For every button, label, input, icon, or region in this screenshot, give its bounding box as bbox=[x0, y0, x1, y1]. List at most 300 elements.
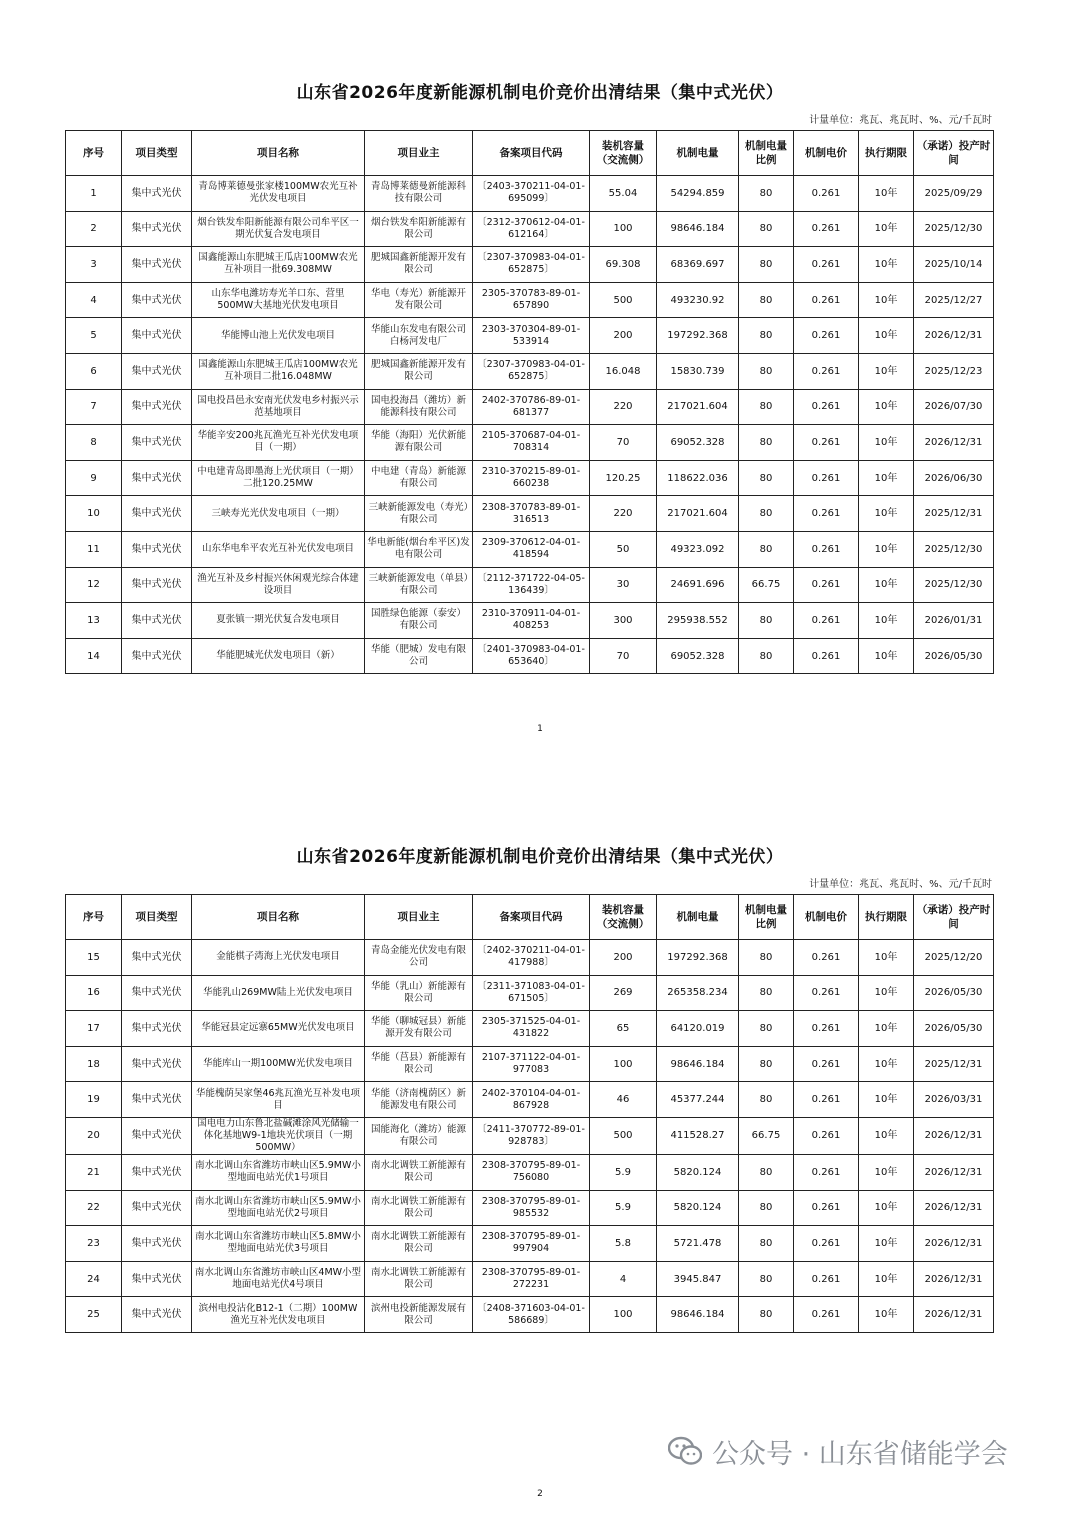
filing-code-cell: 2305-371525-04-01-431822 bbox=[473, 1011, 590, 1047]
filing-code-cell: 〔2307-370983-04-01-652875〕 bbox=[473, 353, 590, 389]
filing-code-cell: 2402-370104-04-01-867928 bbox=[473, 1082, 590, 1118]
project-type-cell: 集中式光伏 bbox=[122, 247, 192, 283]
mechanism-energy-cell: 5820.124 bbox=[657, 1190, 739, 1226]
filing-code-cell: 2308-370795-89-01-985532 bbox=[473, 1190, 590, 1226]
table-row bbox=[66, 1261, 994, 1297]
capacity-cell: 500 bbox=[590, 1117, 657, 1154]
energy-ratio-cell: 80 bbox=[739, 176, 794, 212]
watermark bbox=[668, 1431, 1008, 1471]
term-cell: 10年 bbox=[859, 425, 914, 461]
project-type-cell: 集中式光伏 bbox=[122, 318, 192, 354]
row-number-cell: 22 bbox=[66, 1190, 122, 1226]
project-name-cell: 南水北调山东省潍坊市峡山区5.8MW小型地面电站光伏3号项目 bbox=[192, 1226, 365, 1262]
term-cell: 10年 bbox=[859, 389, 914, 425]
mechanism-energy-cell: 217021.604 bbox=[657, 389, 739, 425]
capacity-cell: 50 bbox=[590, 531, 657, 567]
energy-ratio-cell: 80 bbox=[739, 247, 794, 283]
row-number-cell: 9 bbox=[66, 460, 122, 496]
term-cell: 10年 bbox=[859, 531, 914, 567]
filing-code-cell: 〔2307-370983-04-01-652875〕 bbox=[473, 247, 590, 283]
capacity-cell: 5.8 bbox=[590, 1226, 657, 1262]
mechanism-energy-cell: 493230.92 bbox=[657, 282, 739, 318]
mechanism-energy-cell: 5820.124 bbox=[657, 1154, 739, 1190]
term-cell: 10年 bbox=[859, 1011, 914, 1047]
energy-ratio-cell: 80 bbox=[739, 425, 794, 461]
page-number: 2 bbox=[537, 1489, 543, 1499]
mechanism-price-cell: 0.261 bbox=[794, 975, 859, 1011]
project-owner-cell: 华能（海阳）光伏新能源有限公司 bbox=[365, 425, 473, 461]
capacity-cell: 69.308 bbox=[590, 247, 657, 283]
mechanism-energy-cell: 98646.184 bbox=[657, 1297, 739, 1333]
column-header: 执行期限 bbox=[859, 131, 914, 176]
table-row bbox=[66, 1117, 994, 1154]
mechanism-price-cell: 0.261 bbox=[794, 353, 859, 389]
mechanism-price-cell: 0.261 bbox=[794, 460, 859, 496]
energy-ratio-cell: 80 bbox=[739, 1297, 794, 1333]
project-name-cell: 华能槐荫吴家堡46兆瓦渔光互补发电项目 bbox=[192, 1082, 365, 1118]
row-number-cell: 16 bbox=[66, 975, 122, 1011]
term-cell: 10年 bbox=[859, 211, 914, 247]
project-owner-cell: 滨州电投新能源发展有限公司 bbox=[365, 1297, 473, 1333]
mechanism-price-cell: 0.261 bbox=[794, 211, 859, 247]
mechanism-energy-cell: 98646.184 bbox=[657, 1046, 739, 1082]
page-title: 山东省2026年度新能源机制电价竞价出清结果（集中式光伏） bbox=[296, 83, 784, 103]
column-header: 项目类型 bbox=[122, 131, 192, 176]
mechanism-energy-cell: 5721.478 bbox=[657, 1226, 739, 1262]
row-number-cell: 25 bbox=[66, 1297, 122, 1333]
term-cell: 10年 bbox=[859, 940, 914, 976]
project-type-cell: 集中式光伏 bbox=[122, 1297, 192, 1333]
filing-code-cell: 2105-370687-04-01-708314 bbox=[473, 425, 590, 461]
table-row bbox=[66, 975, 994, 1011]
mechanism-energy-cell: 15830.739 bbox=[657, 353, 739, 389]
filing-code-cell: 2309-370612-04-01-418594 bbox=[473, 531, 590, 567]
mechanism-energy-cell: 68369.697 bbox=[657, 247, 739, 283]
mechanism-energy-cell: 98646.184 bbox=[657, 211, 739, 247]
commission-date-cell: 2025/12/23 bbox=[914, 353, 994, 389]
row-number-cell: 12 bbox=[66, 567, 122, 603]
table-row bbox=[66, 282, 994, 318]
capacity-cell: 70 bbox=[590, 638, 657, 674]
capacity-cell: 220 bbox=[590, 496, 657, 532]
project-owner-cell: 南水北调铁工新能源有限公司 bbox=[365, 1190, 473, 1226]
mechanism-energy-cell: 54294.859 bbox=[657, 176, 739, 212]
project-owner-cell: 中电建（青岛）新能源有限公司 bbox=[365, 460, 473, 496]
energy-ratio-cell: 80 bbox=[739, 389, 794, 425]
commission-date-cell: 2026/05/30 bbox=[914, 1011, 994, 1047]
commission-date-cell: 2026/12/31 bbox=[914, 318, 994, 354]
project-name-cell: 渔光互补及乡村振兴休闲观光综合体建设项目 bbox=[192, 567, 365, 603]
column-header: 机制电量 bbox=[657, 131, 739, 176]
project-type-cell: 集中式光伏 bbox=[122, 460, 192, 496]
project-name-cell: 中电建青岛即墨海上光伏项目（一期）二批120.25MW bbox=[192, 460, 365, 496]
mechanism-energy-cell: 24691.696 bbox=[657, 567, 739, 603]
table-row bbox=[66, 1046, 994, 1082]
column-header: 机制电量比例 bbox=[739, 895, 794, 940]
capacity-cell: 200 bbox=[590, 318, 657, 354]
energy-ratio-cell: 80 bbox=[739, 353, 794, 389]
column-header: 装机容量（交流侧） bbox=[590, 895, 657, 940]
capacity-cell: 5.9 bbox=[590, 1190, 657, 1226]
project-owner-cell: 青岛博莱德曼新能源科技有限公司 bbox=[365, 176, 473, 212]
mechanism-price-cell: 0.261 bbox=[794, 496, 859, 532]
row-number-cell: 14 bbox=[66, 638, 122, 674]
results-table-2 bbox=[65, 894, 994, 1333]
mechanism-price-cell: 0.261 bbox=[794, 1261, 859, 1297]
term-cell: 10年 bbox=[859, 1261, 914, 1297]
capacity-cell: 70 bbox=[590, 425, 657, 461]
mechanism-price-cell: 0.261 bbox=[794, 1011, 859, 1047]
mechanism-price-cell: 0.261 bbox=[794, 247, 859, 283]
watermark-text: 公众号 · 山东省储能学会 bbox=[712, 1438, 1008, 1470]
energy-ratio-cell: 66.75 bbox=[739, 1117, 794, 1154]
project-name-cell: 华能肥城光伏发电项目（新） bbox=[192, 638, 365, 674]
mechanism-price-cell: 0.261 bbox=[794, 531, 859, 567]
column-header: 备案项目代码 bbox=[473, 895, 590, 940]
mechanism-energy-cell: 69052.328 bbox=[657, 425, 739, 461]
commission-date-cell: 2026/07/30 bbox=[914, 389, 994, 425]
project-type-cell: 集中式光伏 bbox=[122, 531, 192, 567]
mechanism-energy-cell: 49323.092 bbox=[657, 531, 739, 567]
row-number-cell: 18 bbox=[66, 1046, 122, 1082]
term-cell: 10年 bbox=[859, 1082, 914, 1118]
project-type-cell: 集中式光伏 bbox=[122, 282, 192, 318]
project-name-cell: 华能库山一期100MW光伏发电项目 bbox=[192, 1046, 365, 1082]
project-type-cell: 集中式光伏 bbox=[122, 1117, 192, 1154]
project-name-cell: 华能冠县定远寨65MW光伏发电项目 bbox=[192, 1011, 365, 1047]
row-number-cell: 19 bbox=[66, 1082, 122, 1118]
project-owner-cell: 华能（肥城）发电有限公司 bbox=[365, 638, 473, 674]
energy-ratio-cell: 80 bbox=[739, 1046, 794, 1082]
term-cell: 10年 bbox=[859, 318, 914, 354]
commission-date-cell: 2025/09/29 bbox=[914, 176, 994, 212]
table-row bbox=[66, 496, 994, 532]
term-cell: 10年 bbox=[859, 1154, 914, 1190]
filing-code-cell: 2308-370795-89-01-272231 bbox=[473, 1261, 590, 1297]
project-type-cell: 集中式光伏 bbox=[122, 1190, 192, 1226]
capacity-cell: 220 bbox=[590, 389, 657, 425]
table-header-row bbox=[66, 131, 994, 176]
table-body-1 bbox=[66, 176, 994, 674]
filing-code-cell: 〔2112-371722-04-05-136439〕 bbox=[473, 567, 590, 603]
mechanism-price-cell: 0.261 bbox=[794, 1154, 859, 1190]
capacity-cell: 100 bbox=[590, 211, 657, 247]
project-owner-cell: 三峡新能源发电（单县）有限公司 bbox=[365, 567, 473, 603]
table-header-row bbox=[66, 895, 994, 940]
table-row bbox=[66, 1082, 994, 1118]
page-1 bbox=[0, 0, 1080, 763]
project-type-cell: 集中式光伏 bbox=[122, 603, 192, 639]
column-header: 执行期限 bbox=[859, 895, 914, 940]
term-cell: 10年 bbox=[859, 247, 914, 283]
mechanism-energy-cell: 217021.604 bbox=[657, 496, 739, 532]
project-owner-cell: 华能（聊城冠县）新能源开发有限公司 bbox=[365, 1011, 473, 1047]
filing-code-cell: 〔2402-370211-04-01-417988〕 bbox=[473, 940, 590, 976]
table-row bbox=[66, 1226, 994, 1262]
term-cell: 10年 bbox=[859, 1190, 914, 1226]
project-owner-cell: 华电（寿光）新能源开发有限公司 bbox=[365, 282, 473, 318]
column-header: 项目业主 bbox=[365, 895, 473, 940]
energy-ratio-cell: 80 bbox=[739, 318, 794, 354]
filing-code-cell: 〔2411-370772-89-01-928783〕 bbox=[473, 1117, 590, 1154]
project-owner-cell: 三峡新能源发电（寿光）有限公司 bbox=[365, 496, 473, 532]
table-row bbox=[66, 940, 994, 976]
capacity-cell: 4 bbox=[590, 1261, 657, 1297]
filing-code-cell: 〔2312-370612-04-01-612164〕 bbox=[473, 211, 590, 247]
column-header: （承诺）投产时间 bbox=[914, 895, 994, 940]
term-cell: 10年 bbox=[859, 1226, 914, 1262]
capacity-cell: 65 bbox=[590, 1011, 657, 1047]
energy-ratio-cell: 66.75 bbox=[739, 567, 794, 603]
term-cell: 10年 bbox=[859, 460, 914, 496]
commission-date-cell: 2025/12/30 bbox=[914, 211, 994, 247]
filing-code-cell: 2310-370911-04-01-408253 bbox=[473, 603, 590, 639]
row-number-cell: 24 bbox=[66, 1261, 122, 1297]
table-row bbox=[66, 531, 994, 567]
energy-ratio-cell: 80 bbox=[739, 282, 794, 318]
table-row bbox=[66, 1011, 994, 1047]
project-type-cell: 集中式光伏 bbox=[122, 425, 192, 461]
project-owner-cell: 肥城国鑫新能源开发有限公司 bbox=[365, 247, 473, 283]
row-number-cell: 11 bbox=[66, 531, 122, 567]
project-owner-cell: 华能（莒县）新能源有限公司 bbox=[365, 1046, 473, 1082]
table-row bbox=[66, 603, 994, 639]
table-row bbox=[66, 318, 994, 354]
mechanism-price-cell: 0.261 bbox=[794, 1082, 859, 1118]
term-cell: 10年 bbox=[859, 282, 914, 318]
capacity-cell: 5.9 bbox=[590, 1154, 657, 1190]
commission-date-cell: 2026/12/31 bbox=[914, 1261, 994, 1297]
project-owner-cell: 国能海化（潍坊）能源有限公司 bbox=[365, 1117, 473, 1154]
project-type-cell: 集中式光伏 bbox=[122, 940, 192, 976]
column-header: 项目名称 bbox=[192, 131, 365, 176]
energy-ratio-cell: 80 bbox=[739, 496, 794, 532]
project-name-cell: 华能辛安200兆瓦渔光互补光伏发电项目（一期） bbox=[192, 425, 365, 461]
mechanism-price-cell: 0.261 bbox=[794, 1226, 859, 1262]
row-number-cell: 13 bbox=[66, 603, 122, 639]
column-header: 项目业主 bbox=[365, 131, 473, 176]
energy-ratio-cell: 80 bbox=[739, 638, 794, 674]
table-row bbox=[66, 1154, 994, 1190]
column-header: 序号 bbox=[66, 131, 122, 176]
project-name-cell: 山东华电潍坊寿光羊口东、营里500MW大基地光伏发电项目 bbox=[192, 282, 365, 318]
capacity-cell: 120.25 bbox=[590, 460, 657, 496]
mechanism-price-cell: 0.261 bbox=[794, 638, 859, 674]
project-owner-cell: 南水北调铁工新能源有限公司 bbox=[365, 1226, 473, 1262]
capacity-cell: 46 bbox=[590, 1082, 657, 1118]
project-owner-cell: 华能山东发电有限公司白杨河发电厂 bbox=[365, 318, 473, 354]
mechanism-energy-cell: 265358.234 bbox=[657, 975, 739, 1011]
energy-ratio-cell: 80 bbox=[739, 1261, 794, 1297]
energy-ratio-cell: 80 bbox=[739, 1226, 794, 1262]
capacity-cell: 100 bbox=[590, 1046, 657, 1082]
term-cell: 10年 bbox=[859, 1046, 914, 1082]
table-row bbox=[66, 389, 994, 425]
commission-date-cell: 2025/12/31 bbox=[914, 1046, 994, 1082]
project-owner-cell: 华能（济南槐荫区）新能源发电有限公司 bbox=[365, 1082, 473, 1118]
table-row bbox=[66, 211, 994, 247]
project-name-cell: 滨州电投沾化B12-1（二期）100MW渔光互补光伏发电项目 bbox=[192, 1297, 365, 1333]
project-type-cell: 集中式光伏 bbox=[122, 176, 192, 212]
commission-date-cell: 2025/12/30 bbox=[914, 531, 994, 567]
term-cell: 10年 bbox=[859, 176, 914, 212]
row-number-cell: 7 bbox=[66, 389, 122, 425]
project-type-cell: 集中式光伏 bbox=[122, 1082, 192, 1118]
project-owner-cell: 南水北调铁工新能源有限公司 bbox=[365, 1261, 473, 1297]
mechanism-energy-cell: 45377.244 bbox=[657, 1082, 739, 1118]
filing-code-cell: 〔2401-370983-04-01-653640〕 bbox=[473, 638, 590, 674]
table-body-2 bbox=[66, 940, 994, 1333]
project-name-cell: 三峡寿光光伏发电项目（一期） bbox=[192, 496, 365, 532]
term-cell: 10年 bbox=[859, 975, 914, 1011]
term-cell: 10年 bbox=[859, 496, 914, 532]
term-cell: 10年 bbox=[859, 353, 914, 389]
table-row bbox=[66, 247, 994, 283]
term-cell: 10年 bbox=[859, 638, 914, 674]
project-owner-cell: 青岛金能光伏发电有限公司 bbox=[365, 940, 473, 976]
table-row bbox=[66, 176, 994, 212]
unit-note: 计量单位：兆瓦、兆瓦时、%、元/千瓦时 bbox=[809, 115, 992, 126]
row-number-cell: 1 bbox=[66, 176, 122, 212]
term-cell: 10年 bbox=[859, 1297, 914, 1333]
project-type-cell: 集中式光伏 bbox=[122, 211, 192, 247]
row-number-cell: 4 bbox=[66, 282, 122, 318]
mechanism-energy-cell: 3945.847 bbox=[657, 1261, 739, 1297]
column-header: 机制电价 bbox=[794, 895, 859, 940]
term-cell: 10年 bbox=[859, 1117, 914, 1154]
commission-date-cell: 2026/12/31 bbox=[914, 1154, 994, 1190]
project-name-cell: 华能博山池上光伏发电项目 bbox=[192, 318, 365, 354]
project-name-cell: 青岛博莱德曼张家楼100MW农光互补光伏发电项目 bbox=[192, 176, 365, 212]
mechanism-price-cell: 0.261 bbox=[794, 176, 859, 212]
capacity-cell: 100 bbox=[590, 1297, 657, 1333]
mechanism-energy-cell: 64120.019 bbox=[657, 1011, 739, 1047]
project-name-cell: 南水北调山东省潍坊市峡山区4MW小型地面电站光伏4号项目 bbox=[192, 1261, 365, 1297]
project-name-cell: 山东华电牟平农光互补光伏发电项目 bbox=[192, 531, 365, 567]
energy-ratio-cell: 80 bbox=[739, 1190, 794, 1226]
project-type-cell: 集中式光伏 bbox=[122, 353, 192, 389]
filing-code-cell: 2303-370304-89-01-533914 bbox=[473, 318, 590, 354]
column-header: 序号 bbox=[66, 895, 122, 940]
column-header: 装机容量（交流侧） bbox=[590, 131, 657, 176]
energy-ratio-cell: 80 bbox=[739, 1154, 794, 1190]
energy-ratio-cell: 80 bbox=[739, 940, 794, 976]
filing-code-cell: 2402-370786-89-01-681377 bbox=[473, 389, 590, 425]
project-type-cell: 集中式光伏 bbox=[122, 975, 192, 1011]
column-header: 机制电价 bbox=[794, 131, 859, 176]
capacity-cell: 16.048 bbox=[590, 353, 657, 389]
mechanism-energy-cell: 69052.328 bbox=[657, 638, 739, 674]
table-row bbox=[66, 638, 994, 674]
commission-date-cell: 2026/03/31 bbox=[914, 1082, 994, 1118]
commission-date-cell: 2026/06/30 bbox=[914, 460, 994, 496]
project-name-cell: 南水北调山东省潍坊市峡山区5.9MW小型地面电站光伏2号项目 bbox=[192, 1190, 365, 1226]
filing-code-cell: 2308-370783-89-01-316513 bbox=[473, 496, 590, 532]
project-name-cell: 国电投昌邑永安南光伏发电乡村振兴示范基地项目 bbox=[192, 389, 365, 425]
commission-date-cell: 2026/12/31 bbox=[914, 1297, 994, 1333]
row-number-cell: 5 bbox=[66, 318, 122, 354]
capacity-cell: 269 bbox=[590, 975, 657, 1011]
column-header: 项目类型 bbox=[122, 895, 192, 940]
capacity-cell: 500 bbox=[590, 282, 657, 318]
project-type-cell: 集中式光伏 bbox=[122, 1154, 192, 1190]
row-number-cell: 21 bbox=[66, 1154, 122, 1190]
mechanism-price-cell: 0.261 bbox=[794, 603, 859, 639]
filing-code-cell: 2308-370795-89-01-997904 bbox=[473, 1226, 590, 1262]
project-type-cell: 集中式光伏 bbox=[122, 567, 192, 603]
mechanism-price-cell: 0.261 bbox=[794, 318, 859, 354]
column-header: （承诺）投产时间 bbox=[914, 131, 994, 176]
column-header: 机制电量比例 bbox=[739, 131, 794, 176]
mechanism-price-cell: 0.261 bbox=[794, 1190, 859, 1226]
capacity-cell: 200 bbox=[590, 940, 657, 976]
column-header: 备案项目代码 bbox=[473, 131, 590, 176]
project-name-cell: 南水北调山东省潍坊市峡山区5.9MW小型地面电站光伏1号项目 bbox=[192, 1154, 365, 1190]
row-number-cell: 20 bbox=[66, 1117, 122, 1154]
row-number-cell: 2 bbox=[66, 211, 122, 247]
row-number-cell: 6 bbox=[66, 353, 122, 389]
filing-code-cell: 2107-371122-04-01-977083 bbox=[473, 1046, 590, 1082]
capacity-cell: 55.04 bbox=[590, 176, 657, 212]
commission-date-cell: 2025/12/31 bbox=[914, 496, 994, 532]
energy-ratio-cell: 80 bbox=[739, 211, 794, 247]
mechanism-price-cell: 0.261 bbox=[794, 1117, 859, 1154]
row-number-cell: 3 bbox=[66, 247, 122, 283]
filing-code-cell: 2305-370783-89-01-657890 bbox=[473, 282, 590, 318]
table-row bbox=[66, 353, 994, 389]
project-name-cell: 金能棋子湾海上光伏发电项目 bbox=[192, 940, 365, 976]
project-owner-cell: 国胜绿色能源（泰安）有限公司 bbox=[365, 603, 473, 639]
energy-ratio-cell: 80 bbox=[739, 975, 794, 1011]
mechanism-price-cell: 0.261 bbox=[794, 1297, 859, 1333]
wechat-icon bbox=[668, 1436, 702, 1466]
energy-ratio-cell: 80 bbox=[739, 1082, 794, 1118]
capacity-cell: 300 bbox=[590, 603, 657, 639]
table-row bbox=[66, 425, 994, 461]
project-name-cell: 烟台铁发牟阳新能源有限公司牟平区一期光伏复合发电项目 bbox=[192, 211, 365, 247]
project-type-cell: 集中式光伏 bbox=[122, 1226, 192, 1262]
page-2 bbox=[0, 763, 1080, 1527]
column-header: 项目名称 bbox=[192, 895, 365, 940]
page-number: 1 bbox=[537, 724, 543, 734]
commission-date-cell: 2025/12/27 bbox=[914, 282, 994, 318]
term-cell: 10年 bbox=[859, 603, 914, 639]
unit-note: 计量单位：兆瓦、兆瓦时、%、元/千瓦时 bbox=[809, 879, 992, 890]
table-row bbox=[66, 567, 994, 603]
commission-date-cell: 2026/12/31 bbox=[914, 1117, 994, 1154]
project-owner-cell: 国电投海昌（潍坊）新能源科技有限公司 bbox=[365, 389, 473, 425]
project-type-cell: 集中式光伏 bbox=[122, 1261, 192, 1297]
table-row bbox=[66, 460, 994, 496]
term-cell: 10年 bbox=[859, 567, 914, 603]
project-type-cell: 集中式光伏 bbox=[122, 1046, 192, 1082]
energy-ratio-cell: 80 bbox=[739, 603, 794, 639]
row-number-cell: 10 bbox=[66, 496, 122, 532]
row-number-cell: 8 bbox=[66, 425, 122, 461]
project-owner-cell: 华电新能(烟台牟平区)发电有限公司 bbox=[365, 531, 473, 567]
commission-date-cell: 2025/12/20 bbox=[914, 940, 994, 976]
commission-date-cell: 2026/12/31 bbox=[914, 1226, 994, 1262]
filing-code-cell: 〔2403-370211-04-01-695099〕 bbox=[473, 176, 590, 212]
table-row bbox=[66, 1190, 994, 1226]
project-name-cell: 华能乳山269MW陆上光伏发电项目 bbox=[192, 975, 365, 1011]
mechanism-price-cell: 0.261 bbox=[794, 389, 859, 425]
mechanism-energy-cell: 411528.27 bbox=[657, 1117, 739, 1154]
column-header: 机制电量 bbox=[657, 895, 739, 940]
row-number-cell: 17 bbox=[66, 1011, 122, 1047]
project-name-cell: 国鑫能源山东肥城王瓜店100MW农光互补项目二批16.048MW bbox=[192, 353, 365, 389]
commission-date-cell: 2026/12/31 bbox=[914, 1190, 994, 1226]
